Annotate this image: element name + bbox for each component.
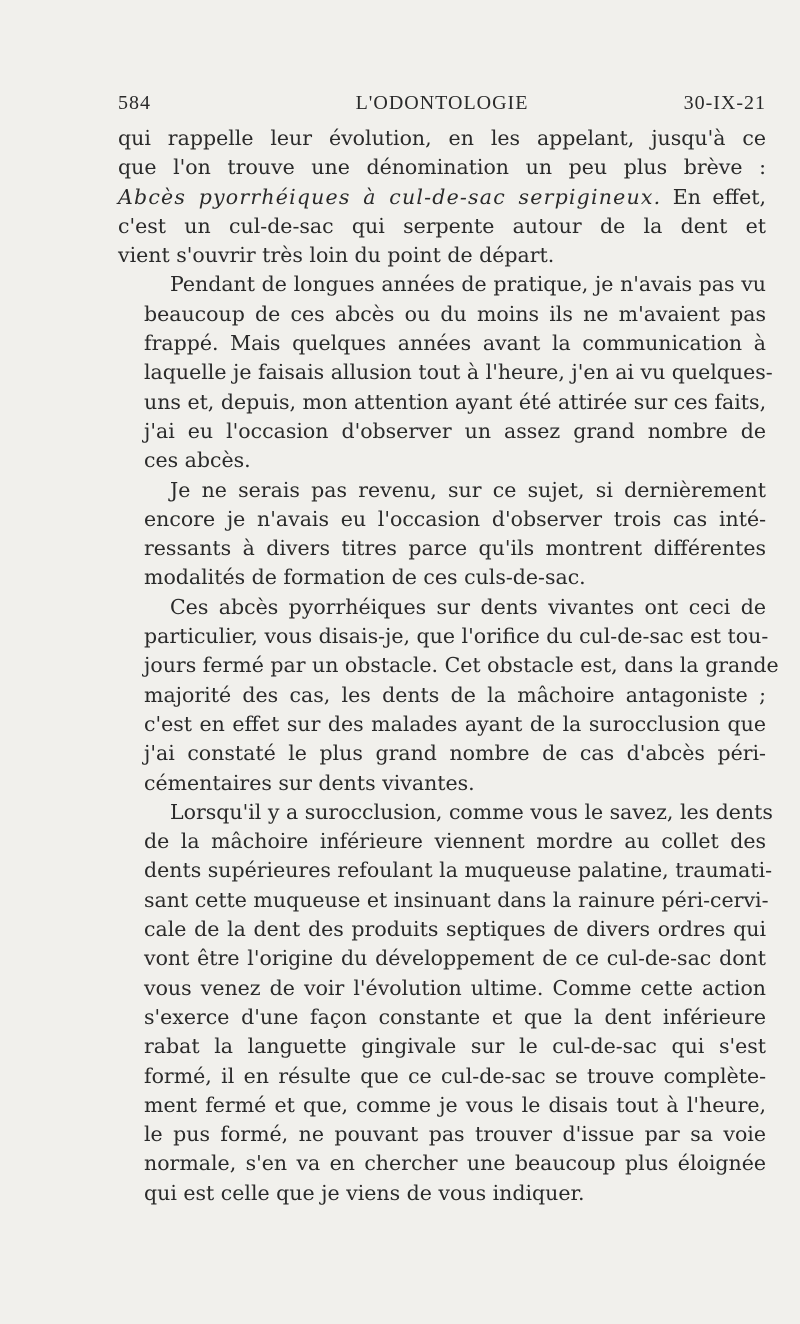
text-line: ressants à divers titres parce qu'ils montrent différentes bbox=[144, 536, 766, 561]
text-line: ment fermé et que, comme je vous le disais tout à l'heure, bbox=[144, 1092, 766, 1117]
text-line: particulier, vous disais-je, que l'orifice du cul-de-sac est tou- bbox=[144, 624, 769, 649]
text-line: j'ai eu l'occasion d'observer un assez grand nombre de bbox=[144, 418, 766, 443]
journal-title: L'ODONTOLOGIE bbox=[355, 92, 529, 114]
text-line: encore je n'avais eu l'occasion d'observer trois cas inté- bbox=[144, 506, 766, 531]
text-line: dents supérieures refoulant la muqueuse palatine, traumati- bbox=[144, 858, 773, 883]
running-head bbox=[118, 92, 766, 118]
text-line: formé, il en résulte que ce cul-de-sac se trouve complète- bbox=[144, 1063, 766, 1088]
text-line: rabat la languette gingivale sur le cul-de-sac qui s'est bbox=[144, 1034, 766, 1059]
paragraph-2 bbox=[118, 270, 773, 475]
paragraph-4 bbox=[118, 593, 779, 798]
text-line: vient s'ouvrir très loin du point de départ. bbox=[118, 243, 555, 268]
text-line: laquelle je faisais allusion tout à l'heure, j'en ai vu quelques- bbox=[144, 360, 773, 385]
text-line: vont être l'origine du développement de ce cul-de-sac dont bbox=[144, 946, 766, 971]
text-line: s'exerce d'une façon constante et que la dent inférieure bbox=[144, 1004, 766, 1029]
italic-term: Abcès pyorrhéiques à cul-de-sac serpigineux. bbox=[118, 184, 662, 209]
text-line: Pendant de longues années de pratique, je n'avais pas vu bbox=[170, 272, 766, 297]
text-line: c'est un cul-de-sac qui serpente autour de la dent et bbox=[118, 213, 766, 238]
text-line: frappé. Mais quelques années avant la communication à bbox=[144, 331, 766, 356]
text-line: que l'on trouve une dénomination un peu plus brève : bbox=[118, 155, 766, 180]
text-line: c'est en effet sur des malades ayant de la surocclusion que bbox=[144, 711, 766, 736]
text-line: modalités de formation de ces culs-de-sac. bbox=[144, 565, 586, 590]
paragraph-5 bbox=[118, 798, 773, 1208]
text-line: sant cette muqueuse et insinuant dans la rainure péri-cervi- bbox=[144, 887, 769, 912]
text-line bbox=[118, 183, 766, 212]
text-line: beaucoup de ces abcès ou du moins ils ne m'avaient pas bbox=[144, 301, 766, 326]
text-line: Lorsqu'il y a surocclusion, comme vous le savez, les dents bbox=[170, 799, 773, 824]
paragraph-1 bbox=[118, 124, 766, 270]
article-body bbox=[118, 124, 779, 1208]
text-line: cémentaires sur dents vivantes. bbox=[144, 770, 475, 795]
text-line: jours fermé par un obstacle. Cet obstacle est, dans la grande bbox=[144, 653, 779, 678]
text-line: j'ai constaté le plus grand nombre de cas d'abcès péri- bbox=[144, 741, 766, 766]
text-line: de la mâchoire inférieure viennent mordre au collet des bbox=[144, 829, 766, 854]
text-line: qui rappelle leur évolution, en les appelant, jusqu'à ce bbox=[118, 126, 766, 150]
text-line: Je ne serais pas revenu, sur ce sujet, si dernièrement bbox=[170, 477, 766, 502]
text-line: cale de la dent des produits septiques de divers ordres qui bbox=[144, 917, 766, 942]
text-line-rest: En effet, bbox=[661, 184, 766, 209]
paragraph-3 bbox=[118, 476, 766, 593]
text-line: majorité des cas, les dents de la mâchoire antagoniste ; bbox=[144, 682, 766, 707]
text-line: ces abcès. bbox=[144, 448, 251, 473]
text-line: normale, s'en va en chercher une beaucoup plus éloignée bbox=[144, 1151, 766, 1176]
page-number: 584 bbox=[118, 92, 151, 114]
issue-date: 30-IX-21 bbox=[683, 92, 766, 114]
text-line: uns et, depuis, mon attention ayant été attirée sur ces faits, bbox=[144, 389, 767, 414]
text-line: le pus formé, ne pouvant pas trouver d'issue par sa voie bbox=[144, 1122, 766, 1147]
text-line: qui est celle que je viens de vous indiquer. bbox=[144, 1180, 585, 1205]
text-line: Ces abcès pyorrhéiques sur dents vivantes ont ceci de bbox=[170, 594, 766, 619]
text-line: vous venez de voir l'évolution ultime. Comme cette action bbox=[144, 975, 766, 1000]
